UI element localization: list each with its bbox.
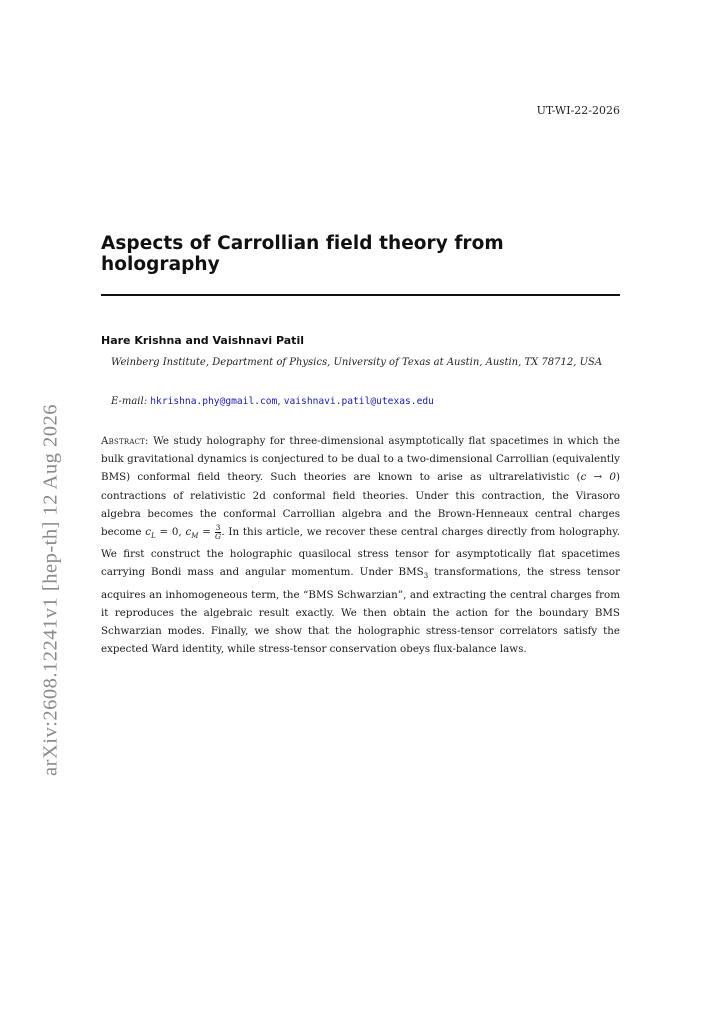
fraction-numerator: 3 [215, 523, 221, 533]
email-separator: , [277, 396, 281, 407]
report-number: UT-WI-22-2026 [536, 104, 620, 117]
abstract-limit: c → 0 [580, 471, 616, 484]
arxiv-stamp: arXiv:2608.12241v1 [hep-th] 12 Aug 2026 [39, 404, 62, 776]
abstract-label: Abstract: [101, 435, 149, 447]
affiliation: Weinberg Institute, Department of Physics, University of Texas at Austin, Austin, TX 78712, USA [111, 357, 603, 368]
abstract [101, 432, 620, 659]
email-link-krishna[interactable]: hkrishna.phy@gmail.com [150, 396, 278, 407]
central-charge-cm: c [185, 526, 192, 539]
email-link-patil[interactable]: vaishnavi.patil@utexas.edu [283, 396, 434, 407]
email-line [111, 396, 434, 407]
bms-subscript: 3 [423, 572, 429, 581]
abstract-text-4: transformations, the stress tensor acquires an inhomogeneous term, the “BMS Schwarzian”, and extracting the central charges from it reproduces the algebraic result exactly. We then obtain the action for the boundary BMS Schwarzian modes. Finally, we show that the holographic stress-tensor correlators satisfy the expected Ward identity, while stress-tensor conservation obeys flux-balance laws. [101, 566, 620, 656]
fraction-denominator: G [215, 532, 221, 542]
abstract-text-1: We study holography for three-dimensional asymptotically flat spacetimes in which the bulk gravitational dynamics is conjectured to be dual to a two-dimensional Carrollian (equivalently BMS) conformal field theory. Such theories are known to arise as ultrarelativistic ( [101, 435, 620, 484]
central-charge-cm-subscript: M [191, 532, 199, 541]
central-charge-cl-subscript: L [151, 532, 156, 541]
abstract-text-3: . In this article, we recover these central charges directly from holography. We first construct the holographic quasilocal stress tensor for asymptotically flat spacetimes carrying Bondi mass and angular momentum. Under BMS [101, 526, 620, 579]
central-charge-cl-value: = 0, [155, 526, 186, 539]
email-label: E-mail: [111, 396, 148, 407]
abstract-text-2: ) contractions of relativistic 2d conformal field theories. Under this contraction, the Virasoro algebra becomes the conformal Carrollian algebra and the Brown-Henneaux central charges become [101, 471, 620, 539]
author-list: Hare Krishna and Vaishnavi Patil [101, 334, 304, 347]
paper-title: Aspects of Carrollian field theory from holography [101, 233, 504, 275]
central-charge-cl: c [145, 526, 152, 539]
title-rule [101, 294, 620, 296]
central-charge-cm-equals: = [198, 526, 215, 539]
